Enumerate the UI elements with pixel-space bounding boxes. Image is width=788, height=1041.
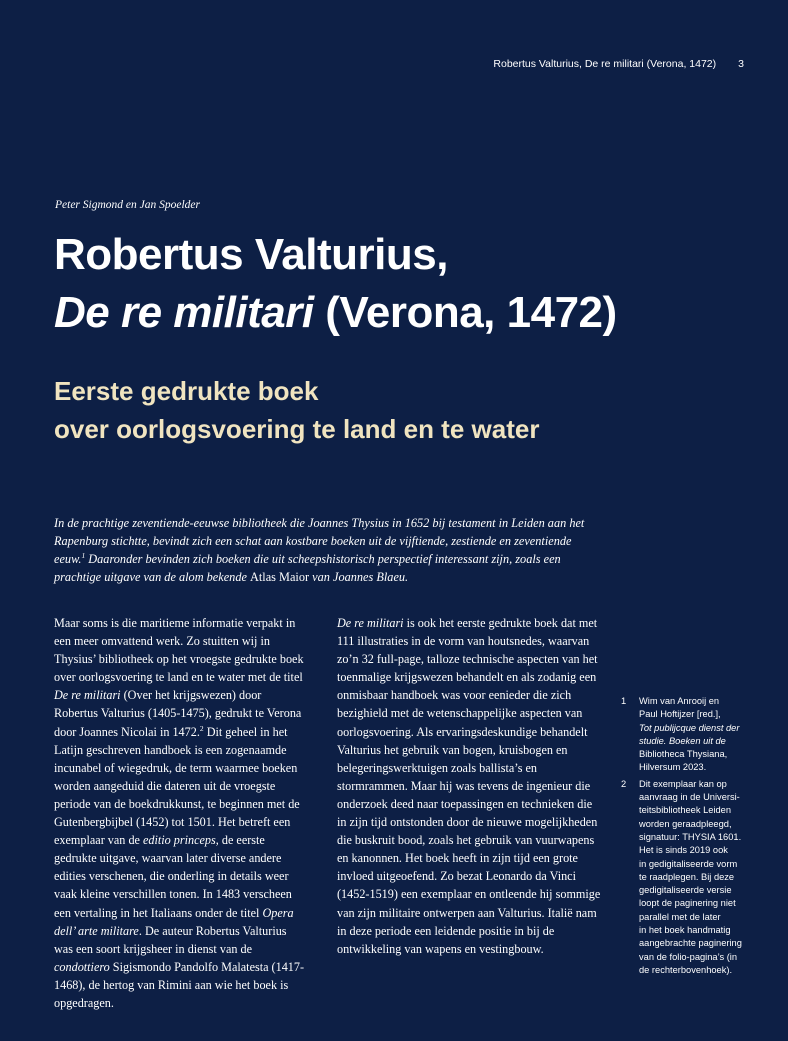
intro-text-1: In de prachtige zeventiende-eeuwse bibliotheek die Joannes Thysius in 1652 bij testament in Leiden aan het Rapenburg stichtte, bevindt zich een schat aan kostbare boeken uit de vijftiende, zestiende en zeventiende eeuw. xyxy=(54,516,585,566)
footnote-number: 1 xyxy=(621,696,627,706)
footnote-line: parallel met de later xyxy=(639,911,721,922)
subtitle-line-2: over oorlogsvoering te land en te water xyxy=(54,414,540,444)
title-italic-part: De re militari xyxy=(54,288,314,337)
col1-text-1: Maar soms is die maritieme informatie verpakt in een meer omvattend werk. Zo stuitten wij in Thysius’ bibliotheek op het vroegste gedrukte boek over oorlogsvoering te land en te water met de titel xyxy=(54,616,304,685)
col2-text-1: is ook het eerste gedrukte boek dat met 111 illustraties in de vorm van houtsnedes, waarvan zo’n 32 full-page, talloze technische aspecten van het toenmalige krijgswezen behandelt en als zodanig een onmisbaar handboek was voor eenieder die zich bezighield met de wetenschappelijke aspecten van oorlogsvoering. Als ervaringsdeskundige behandelt Valturius het gebruik van bogen, kruisbogen en belegeringswerktuigen zoals ballista’s en stormrammen. Maar hij was tevens de ingenieur die onderzoek deed naar toepassingen en technieken die in zijn tijd ontstonden door de nieuwe mogelijkheden die buskruit bood, zoals het gebruik van vuurwapens en kanonnen. Het boek heeft in zijn tijd een grote invloed uitgeoefend. Zo bezat Leonardo da Vinci (1452-1519) een exemplaar en ontleende hij sommige van zijn militaire ontwerpen aan Valturius. Italië nam in deze periode een leidende positie in bij de ontwikkeling van wapens en vestingbouw. xyxy=(337,616,601,956)
footnote-1 xyxy=(621,695,771,775)
body-column-2 xyxy=(337,614,602,958)
footnotes xyxy=(621,695,771,980)
running-head xyxy=(493,58,744,70)
footnote-line: in het boek handmatig xyxy=(639,925,731,936)
col1-italic-3: Opera dell’ arte militare xyxy=(54,905,294,938)
col1-text-6: Sigismondo Pandolfo Malatesta (1417-1468), de hertog van Rimini aan wie het boek is opgedragen. xyxy=(54,959,305,1010)
page-number: 3 xyxy=(738,58,744,70)
footnote-line: signatuur: THYSIA 1601. xyxy=(639,831,742,842)
footnote-line: Tot publijcque dienst der xyxy=(639,722,740,733)
col2-italic-1: De re militari xyxy=(337,616,404,630)
footnote-line: Bibliotheca Thysiana, xyxy=(639,749,728,760)
column-1-paragraph xyxy=(54,614,306,1012)
running-head-title: Robertus Valturius, De re militari (Verona, 1472) xyxy=(493,58,717,70)
intro-text-3: van Joannes Blaeu. xyxy=(309,570,409,584)
col1-italic-1: De re militari xyxy=(54,688,121,703)
footnote-line: aanvraag in de Universi- xyxy=(639,792,740,803)
subtitle-line-1: Eerste gedrukte boek xyxy=(54,376,319,406)
col1-text-5: . De auteur Robertus Valturius was een soort krijgsheer in dienst van de xyxy=(54,923,287,956)
title-line-2 xyxy=(54,284,754,342)
intro-text-2: Daaronder bevinden zich boeken die uit scheepshistorisch perspectief interessant zijn, zoals een prachtige uitgave van de alom bekende xyxy=(54,552,561,584)
body-column-1 xyxy=(54,614,306,1012)
footnote-line: Paul Hoftijzer [red.], xyxy=(639,709,721,720)
footnote-ref-1: 1 xyxy=(81,550,86,560)
article-authors: Peter Sigmond en Jan Spoelder xyxy=(55,199,200,211)
footnote-line-part: studie. Boeken uit de xyxy=(639,735,726,746)
col1-italic-4: condottiero xyxy=(54,959,110,974)
column-2-paragraph xyxy=(337,614,602,958)
footnote-line: de rechterbovenhoek). xyxy=(639,964,733,975)
col1-text-3: Dit geheel in het Latijn geschreven handboek is een zogenaamde incunabel of wiegedruk, de term waarmee boeken worden aangeduid die dateren uit de vroegste periode van de boekdrukkunst, te beginnen met de Gutenbergbijbel (1452) tot 1501. Het betreft een exemplaar van de xyxy=(54,724,300,848)
intro-atlas-title: Atlas Maior xyxy=(250,570,310,584)
footnote-line: loopt de paginering niet xyxy=(639,898,736,909)
footnote-ref-2: 2 xyxy=(199,723,204,733)
title-rest: (Verona, 1472) xyxy=(313,288,617,337)
col1-text-4: , de eerste gedrukte uitgave, waarvan later diverse andere edities verschenen, die onderling in details weer vaak kleine verschillen tonen. In 1483 verscheen een vertaling in het Italiaans onder de titel xyxy=(54,833,292,920)
footnote-2 xyxy=(621,778,771,977)
footnote-line: in gedigitaliseerde vorm xyxy=(639,858,738,869)
footnote-line: Hilversum 2023. xyxy=(639,762,707,773)
col1-italic-2: editio princeps xyxy=(143,833,216,848)
footnote-text xyxy=(639,778,771,977)
col1-text-2: (Over het krijgswezen) door Robertus Valturius (1405-1475), gedrukt te Verona door Joannes Nicolai in 1472. xyxy=(54,688,302,739)
footnote-line: te raadplegen. Bij deze xyxy=(639,871,735,882)
footnote-line: van de folio-pagina’s (in xyxy=(639,951,738,962)
intro-paragraph xyxy=(54,514,602,586)
article-subtitle xyxy=(54,372,754,448)
footnote-number: 2 xyxy=(621,778,627,789)
footnote-line: Dit exemplaar kan op xyxy=(639,778,727,789)
footnote-line: teitsbibliotheek Leiden xyxy=(639,805,732,816)
footnote-line: Wim van Anrooij en xyxy=(639,696,720,706)
footnote-text xyxy=(639,695,771,775)
article-title xyxy=(54,226,754,342)
footnote-line: worden geraadpleegd, xyxy=(639,818,732,829)
footnote-line: aangebrachte paginering xyxy=(639,938,742,949)
footnote-line: Het is sinds 2019 ook xyxy=(639,845,728,856)
footnote-line xyxy=(639,735,771,748)
title-line-1: Robertus Valturius, xyxy=(54,230,448,279)
footnote-line: gedigitaliseerde versie xyxy=(639,885,732,896)
